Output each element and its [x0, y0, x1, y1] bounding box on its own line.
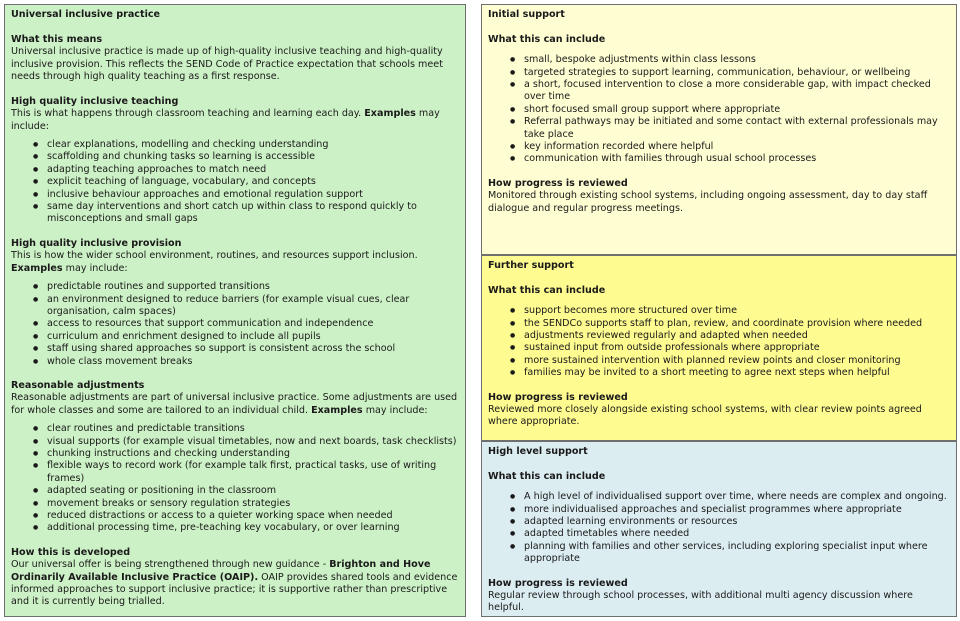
list-item: ● more individualised approaches and specialist programmes where appropriate [510, 504, 950, 516]
teaching-heading: High quality inclusive teaching [11, 95, 179, 107]
list-item: ● adapted learning environments or resources [510, 516, 950, 528]
list-item: ● reduced distractions or access to a quieter working space when needed [33, 510, 459, 522]
further-review-heading: How progress is reviewed [488, 391, 628, 403]
list-item: ● inclusive behaviour approaches and emotional regulation support [33, 189, 459, 201]
list-item: ● A high level of individualised support over time, where needs are complex and ongoing. [510, 491, 950, 503]
list-item: ● adjustments reviewed regularly and adapted when needed [510, 330, 950, 342]
provision-intro: This is how the wider school environment, routines, and resources support inclusion. Examples may include: [11, 250, 418, 274]
teaching-list [11, 139, 459, 226]
initial-include-heading: What this can include [488, 33, 606, 45]
further-title: Further support [488, 260, 574, 271]
list-item: ● short focused small group support where appropriate [510, 104, 950, 116]
list-item: ● small, bespoke adjustments within class lessons [510, 54, 950, 66]
list-item: ● visual supports (for example visual timetables, now and next boards, task checklists) [33, 436, 459, 448]
list-item: ● movement breaks or sensory regulation strategies [33, 498, 459, 510]
further-support-panel [481, 255, 957, 441]
list-item: ● planning with families and other services, including exploring specialist input where appropriate [510, 541, 950, 566]
list-item: ● sustained input from outside professionals where appropriate [510, 342, 950, 354]
initial-list [488, 54, 950, 166]
further-list [488, 305, 950, 379]
further-review-text: Reviewed more closely alongside existing school systems, with clear review points agreed where appropriate. [488, 404, 922, 428]
high-include-heading: What this can include [488, 470, 606, 482]
initial-title: Initial support [488, 9, 565, 20]
list-item: ● adapted timetables where needed [510, 528, 950, 540]
list-item: ● curriculum and enrichment designed to include all pupils [33, 331, 459, 343]
high-review-heading: How progress is reviewed [488, 577, 628, 589]
what-this-means-heading: What this means [11, 33, 103, 45]
list-item: ● predictable routines and supported transitions [33, 281, 459, 293]
list-item: ● communication with families through usual school processes [510, 153, 950, 165]
what-this-means-text: Universal inclusive practice is made up of high-quality inclusive teaching and high-quality inclusive provision. This reflects the SEND Code of Practice expectation that schools meet needs through high quality teaching as a first response. [11, 46, 443, 83]
adjustments-list [11, 423, 459, 535]
teaching-intro: This is what happens through classroom teaching and learning each day. Examples may include: [11, 108, 440, 132]
initial-support-panel [481, 4, 957, 255]
universal-practice-panel [4, 4, 466, 617]
high-level-support-panel [481, 441, 957, 617]
further-include-heading: What this can include [488, 284, 606, 296]
list-item: ● families may be invited to a short meeting to agree next steps when helpful [510, 367, 950, 379]
initial-review-text: Monitored through existing school systems, including ongoing assessment, day to day staff dialogue and regular progress meetings. [488, 190, 928, 214]
adjustments-intro: Reasonable adjustments are part of universal inclusive practice. Some adjustments are used for whole classes and some are tailored to an individual child. Examples may include: [11, 392, 458, 416]
list-item: ● explicit teaching of language, vocabulary, and concepts [33, 176, 459, 188]
list-item: ● the SENDCo supports staff to plan, review, and coordinate provision where needed [510, 318, 950, 330]
initial-review-heading: How progress is reviewed [488, 177, 628, 189]
list-item: ● clear routines and predictable transitions [33, 423, 459, 435]
list-item: ● more sustained intervention with planned review points and closer monitoring [510, 355, 950, 367]
list-item: ● staff using shared approaches so support is consistent across the school [33, 343, 459, 355]
list-item: ● Referral pathways may be initiated and some contact with external professionals may take place [510, 116, 950, 141]
list-item: ● adapting teaching approaches to match need [33, 164, 459, 176]
universal-title: Universal inclusive practice [11, 9, 161, 20]
high-list [488, 491, 950, 565]
list-item: ● same day interventions and short catch up within class to respond quickly to misconceptions and small gaps [33, 201, 459, 226]
list-item: ● support becomes more structured over time [510, 305, 950, 317]
high-review-text: Regular review through school processes, with additional multi agency discussion where helpful. [488, 590, 913, 614]
list-item: ● an environment designed to reduce barriers (for example visual cues, clear organisation, calm spaces) [33, 294, 459, 319]
list-item: ● clear explanations, modelling and checking understanding [33, 139, 459, 151]
developed-text: Our universal offer is being strengthened through new guidance - Brighton and Hove Ordinarily Available Inclusive Practice (OAIP). OAIP provides shared tools and evidence informed approaches to support inclusive practice; it is supportive rather than prescriptive and it is currently being trialled. [11, 559, 458, 608]
developed-heading: How this is developed [11, 546, 131, 558]
list-item: ● whole class movement breaks [33, 356, 459, 368]
high-title: High level support [488, 446, 588, 457]
provision-heading: High quality inclusive provision [11, 237, 182, 249]
list-item: ● targeted strategies to support learning, communication, behaviour, or wellbeing [510, 67, 950, 79]
list-item: ● key information recorded where helpful [510, 141, 950, 153]
list-item: ● additional processing time, pre-teaching key vocabulary, or over learning [33, 522, 459, 534]
list-item: ● access to resources that support communication and independence [33, 318, 459, 330]
list-item: ● flexible ways to record work (for example talk first, practical tasks, use of writing frames) [33, 460, 459, 485]
list-item: ● adapted seating or positioning in the classroom [33, 485, 459, 497]
provision-list [11, 281, 459, 368]
list-item: ● scaffolding and chunking tasks so learning is accessible [33, 151, 459, 163]
adjustments-heading: Reasonable adjustments [11, 379, 145, 391]
list-item: ● a short, focused intervention to close a more considerable gap, with impact checked over time [510, 79, 950, 104]
list-item: ● chunking instructions and checking understanding [33, 448, 459, 460]
